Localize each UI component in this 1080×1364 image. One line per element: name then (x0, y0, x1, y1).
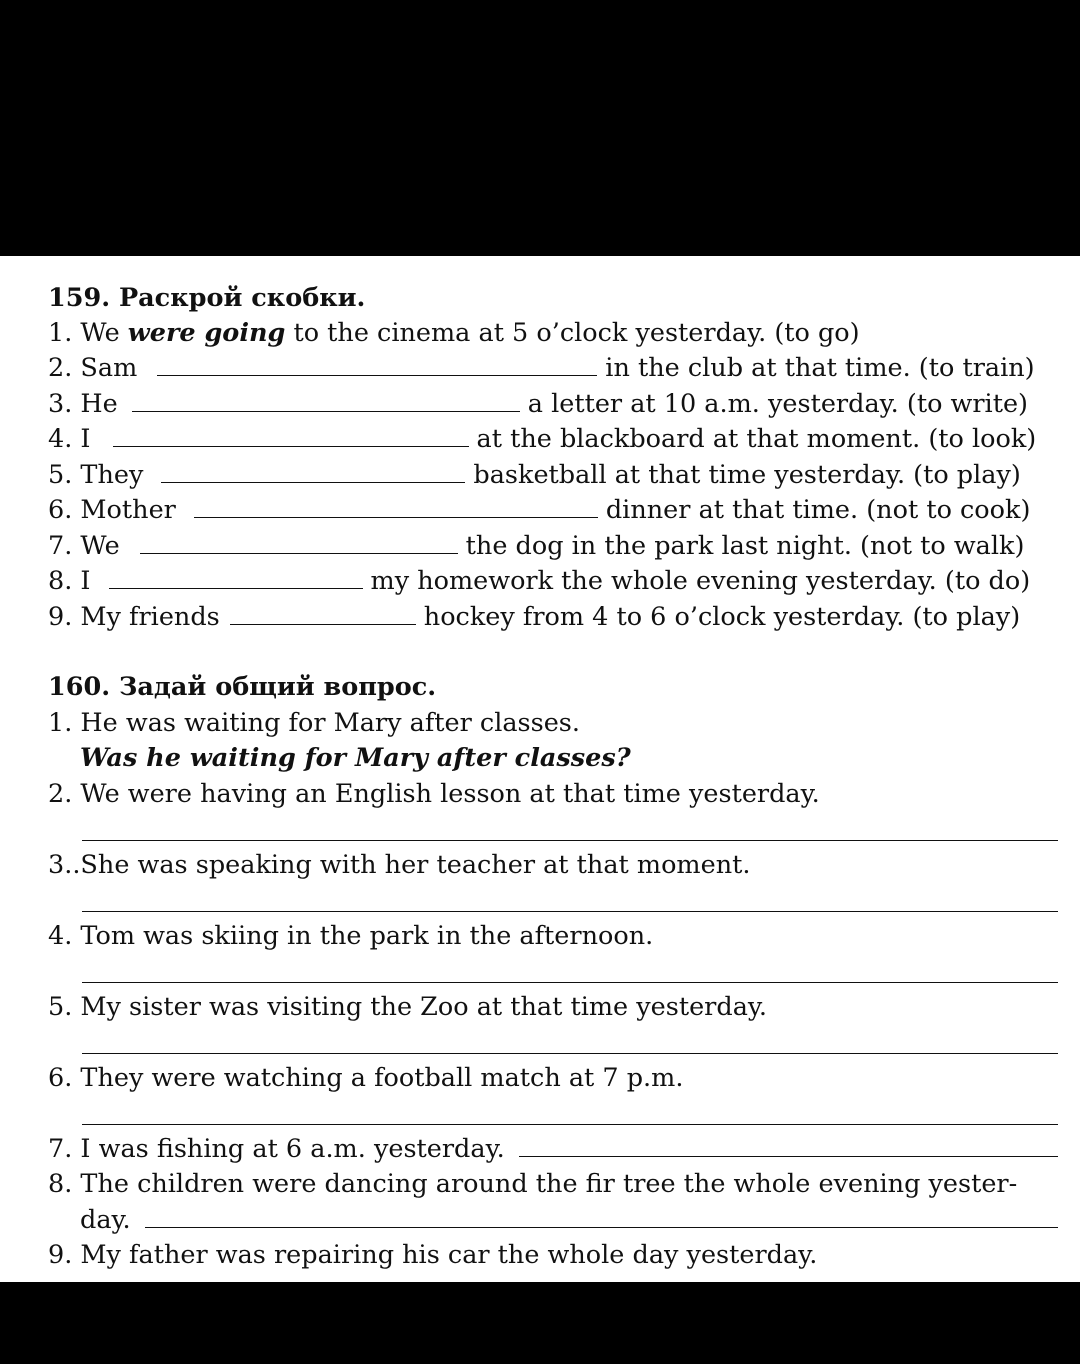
worksheet-page (0, 256, 1080, 1282)
item-6-end: dinner at that time. (not to cook) (605, 495, 1031, 525)
item-7-start: 7. We (48, 531, 120, 561)
exercise-160-item-8-continued (80, 1202, 1058, 1238)
exercise-159-title: 159. Раскрой скобки. (48, 283, 366, 313)
exercise-160-item-4: 4. Tom was skiing in the park in the afternoon. (48, 921, 654, 951)
exercise-160-item-3: 3..She was speaking with her teacher at that moment. (48, 850, 751, 880)
answer-line-7[interactable] (519, 1134, 1058, 1157)
item-4-blank[interactable] (113, 424, 469, 447)
item-7-blank[interactable] (140, 531, 458, 554)
exercise-159-item-7 (48, 528, 1058, 564)
exercise-160-title: 160. Задай общий вопрос. (48, 672, 437, 702)
exercise-159-item-2 (48, 350, 1058, 386)
item-8-blank[interactable] (109, 566, 363, 589)
item-5-end: basketball at that time yesterday. (to play) (473, 460, 1021, 490)
item-8-continuation: day. (80, 1205, 131, 1235)
bottom-black-border (0, 1282, 1080, 1364)
exercise-160-item-6: 6. They were watching a football match at 7 p.m. (48, 1063, 684, 1093)
item-9-end: hockey from 4 to 6 o’clock yesterday. (to play) (423, 602, 1021, 632)
item-4-end: at the blackboard at that moment. (to look) (476, 424, 1037, 454)
item-7-sentence: 7. I was fishing at 6 a.m. yesterday. (48, 1134, 505, 1164)
item-1-start: 1. We (48, 318, 128, 348)
item-1-answer: were going (127, 318, 286, 348)
answer-line-5[interactable] (82, 1053, 1058, 1054)
top-black-border (0, 0, 1080, 256)
item-4-start: 4. I (48, 424, 91, 454)
item-3-blank[interactable] (132, 389, 520, 412)
item-3-end: a letter at 10 a.m. yesterday. (to write) (527, 389, 1028, 419)
item-7-end: the dog in the park last night. (not to walk) (465, 531, 1025, 561)
exercise-160-item-9: 9. My father was repairing his car the whole day yesterday. (48, 1240, 818, 1270)
exercise-160-item-8: 8. The children were dancing around the fir tree the whole evening yester- (48, 1169, 1018, 1199)
exercise-159-item-5 (48, 457, 1058, 493)
item-5-start: 5. They (48, 460, 144, 490)
answer-line-2[interactable] (82, 840, 1058, 841)
item-1-rest: to the cinema at 5 o’clock yesterday. (to go) (285, 318, 860, 348)
exercise-159-item-6 (48, 492, 1058, 528)
item-9-start: 9. My friends (48, 602, 220, 632)
exercise-160-item-5: 5. My sister was visiting the Zoo at that time yesterday. (48, 992, 768, 1022)
item-3-start: 3. He (48, 389, 118, 419)
exercise-159-item-4 (48, 421, 1058, 457)
answer-line-6[interactable] (82, 1124, 1058, 1125)
item-2-end: in the club at that time. (to train) (605, 353, 1035, 383)
exercise-160-example-answer: Was he waiting for Mary after classes? (80, 743, 631, 773)
item-8-end: my homework the whole evening yesterday. (to do) (370, 566, 1031, 596)
exercise-159-item-3 (48, 386, 1058, 422)
item-8-start: 8. I (48, 566, 91, 596)
item-6-start: 6. Mother (48, 495, 176, 525)
exercise-160-item-1: 1. He was waiting for Mary after classes. (48, 708, 581, 738)
answer-line-8[interactable] (145, 1205, 1058, 1228)
exercise-159-item-8 (48, 563, 1058, 599)
item-2-blank[interactable] (157, 353, 597, 376)
exercise-159-item-9 (48, 599, 1058, 635)
item-5-blank[interactable] (161, 460, 465, 483)
item-6-blank[interactable] (194, 495, 598, 518)
answer-line-3[interactable] (82, 911, 1058, 912)
item-2-start: 2. Sam (48, 353, 138, 383)
exercise-160-item-7 (48, 1131, 1058, 1167)
exercise-160-item-2: 2. We were having an English lesson at that time yesterday. (48, 779, 820, 809)
answer-line-4[interactable] (82, 982, 1058, 983)
exercise-159-item-1 (48, 315, 1058, 351)
item-9-blank[interactable] (230, 602, 416, 625)
